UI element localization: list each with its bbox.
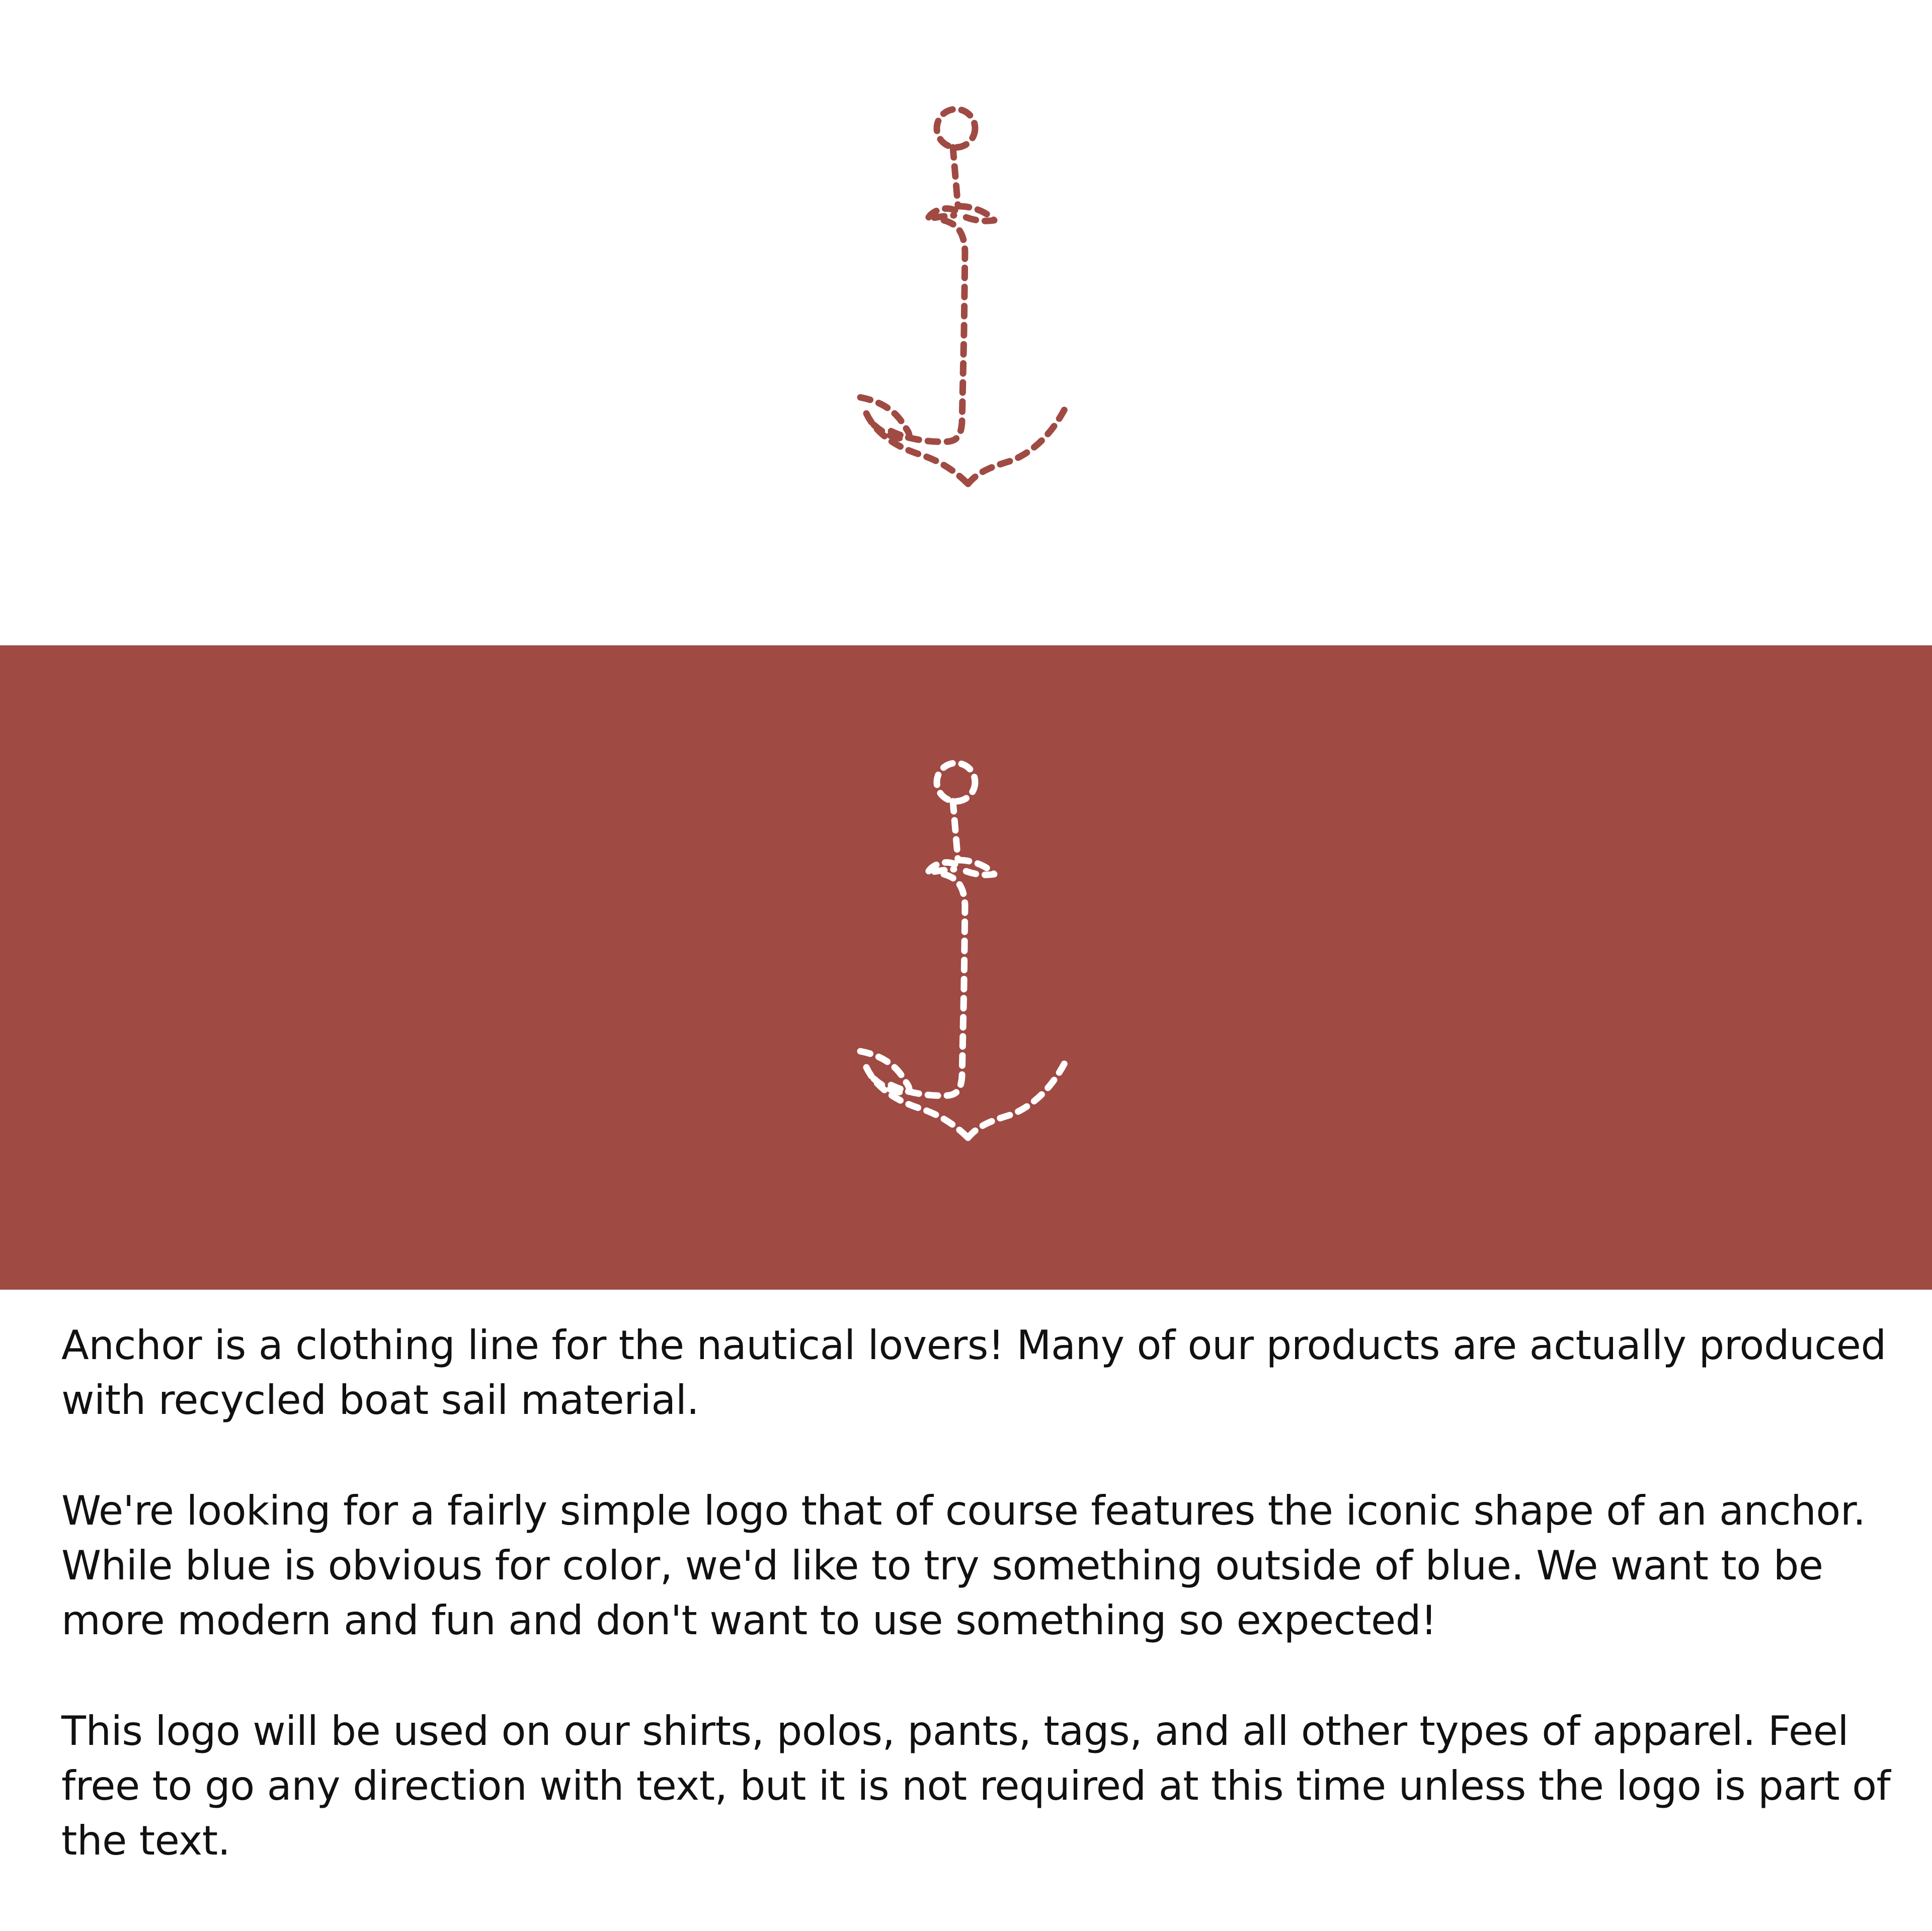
brief-paragraph: This logo will be used on our shirts, polos, pants, tags, and all other types of apparel. Feel free to go any direction with text, but it is not required at this time unless the logo is part of the text. [61, 1708, 1891, 1864]
brief-paragraph: We're looking for a fairly simple logo that of course features the iconic shape of an anchor. While blue is obvious for color, we'd like to try something outside of blue. We want to be more modern and fun and don't want to use something so expected! [61, 1487, 1866, 1644]
logo-panel-light [0, 0, 1932, 645]
dashed-anchor-icon [845, 754, 1087, 1147]
dashed-anchor-icon [845, 101, 1087, 493]
brief-paragraph: Anchor is a clothing line for the nautical lovers! Many of our products are actually produced with recycled boat sail material. [61, 1322, 1886, 1423]
logo-panel-dark [0, 645, 1932, 1290]
design-brief [61, 1318, 1893, 1924]
